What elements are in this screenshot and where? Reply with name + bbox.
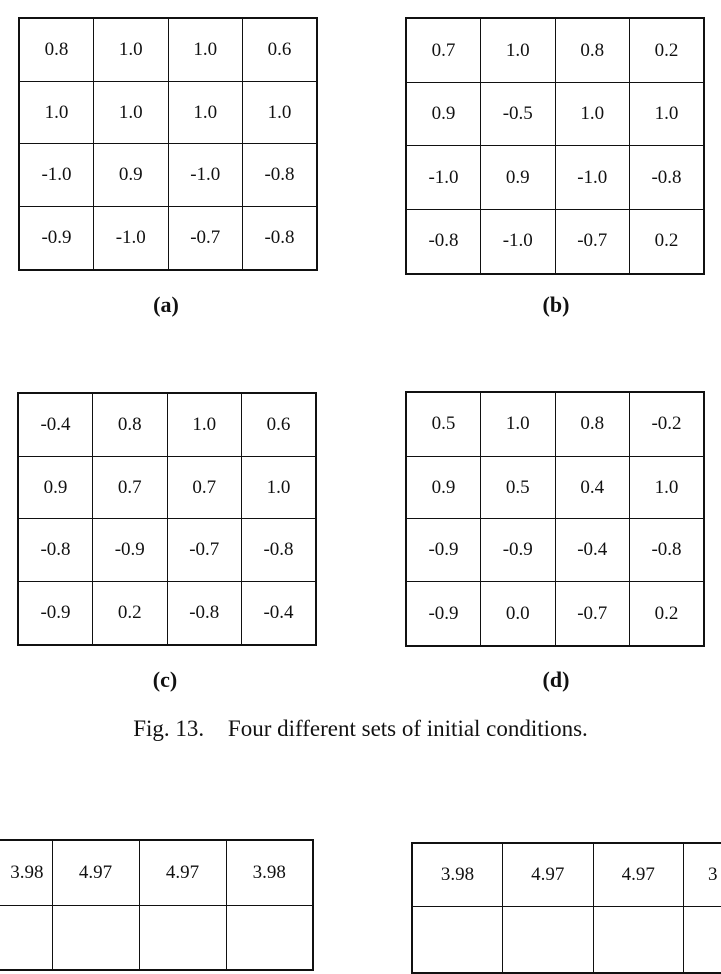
cell: 1.0: [167, 393, 242, 457]
cell: 0.9: [406, 456, 481, 519]
cell: 0.8: [555, 18, 630, 83]
figure-number: Fig. 13.: [133, 716, 204, 741]
cell: -0.8: [243, 144, 318, 206]
grid-panel-a: [18, 17, 318, 271]
cell: 0.7: [93, 457, 168, 519]
cell: -0.4: [555, 519, 630, 582]
figure-caption: [0, 716, 721, 742]
cell: 0.6: [242, 393, 317, 457]
cell: 0.2: [630, 209, 705, 274]
cell: 1.0: [481, 392, 556, 456]
cell: 0.5: [406, 392, 481, 456]
cell: -0.8: [406, 209, 481, 274]
cell: 0.2: [630, 582, 705, 646]
panel-label-a: (a): [136, 292, 196, 318]
partial-grid-left: [0, 839, 314, 971]
cell: -0.5: [481, 83, 556, 146]
cell: 0.4: [555, 456, 630, 519]
panel-label-b: (b): [526, 292, 586, 318]
cell: -1.0: [168, 144, 243, 206]
cell: -0.4: [242, 581, 317, 645]
cell: 3.98: [412, 843, 503, 906]
cell: -0.9: [406, 582, 481, 646]
figure-caption-text: Four different sets of initial conditions.: [228, 716, 588, 741]
cell: 4.97: [593, 843, 684, 906]
cell: -0.7: [167, 519, 242, 581]
cell: -0.7: [555, 209, 630, 274]
cell: 3.98: [226, 840, 313, 905]
cell: 3: [684, 843, 721, 906]
cell: -0.4: [18, 393, 93, 457]
grid-panel-c: [17, 392, 317, 646]
cell: 4.97: [139, 840, 226, 905]
cell: -1.0: [555, 146, 630, 209]
cell: -0.7: [555, 582, 630, 646]
cell: 4.97: [52, 840, 139, 905]
cell: 3.98: [0, 840, 52, 905]
cell: 1.0: [94, 82, 169, 144]
cell: -0.8: [167, 581, 242, 645]
cell: 0.5: [481, 456, 556, 519]
cell: 1.0: [630, 83, 705, 146]
cell: 1.0: [242, 457, 317, 519]
cell: 0.8: [93, 393, 168, 457]
cell: 0.9: [18, 457, 93, 519]
partial-grid-right: [411, 842, 721, 974]
cell: 0.7: [406, 18, 481, 83]
cell: 0.2: [93, 581, 168, 645]
cell: 0.8: [19, 18, 94, 82]
cell: 0.7: [167, 457, 242, 519]
cell: 1.0: [168, 82, 243, 144]
cell: 1.0: [243, 82, 318, 144]
cell: -0.9: [406, 519, 481, 582]
cell: -0.8: [243, 206, 318, 270]
panel-label-d: (d): [526, 667, 586, 693]
cell: 0.6: [243, 18, 318, 82]
cell: -0.7: [168, 206, 243, 270]
cell: 0.0: [481, 582, 556, 646]
cell: 0.9: [94, 144, 169, 206]
grid-panel-b: [405, 17, 705, 275]
cell: -1.0: [406, 146, 481, 209]
cell: 1.0: [630, 456, 705, 519]
grid-panel-d: [405, 391, 705, 647]
cell: 4.97: [503, 843, 594, 906]
cell: 1.0: [168, 18, 243, 82]
cell: -0.9: [481, 519, 556, 582]
cell: -1.0: [481, 209, 556, 274]
cell: 0.8: [555, 392, 630, 456]
cell: -1.0: [94, 206, 169, 270]
cell: 1.0: [94, 18, 169, 82]
cell: 0.2: [630, 18, 705, 83]
cell: -0.9: [18, 581, 93, 645]
cell: 1.0: [555, 83, 630, 146]
cell: -0.9: [19, 206, 94, 270]
cell: -1.0: [19, 144, 94, 206]
cell: -0.9: [93, 519, 168, 581]
panel-label-c: (c): [135, 667, 195, 693]
cell: 0.9: [406, 83, 481, 146]
cell: -0.8: [630, 519, 705, 582]
cell: -0.8: [630, 146, 705, 209]
cell: -0.2: [630, 392, 705, 456]
cell: -0.8: [18, 519, 93, 581]
cell: 1.0: [481, 18, 556, 83]
cell: 0.9: [481, 146, 556, 209]
cell: 1.0: [19, 82, 94, 144]
cell: -0.8: [242, 519, 317, 581]
